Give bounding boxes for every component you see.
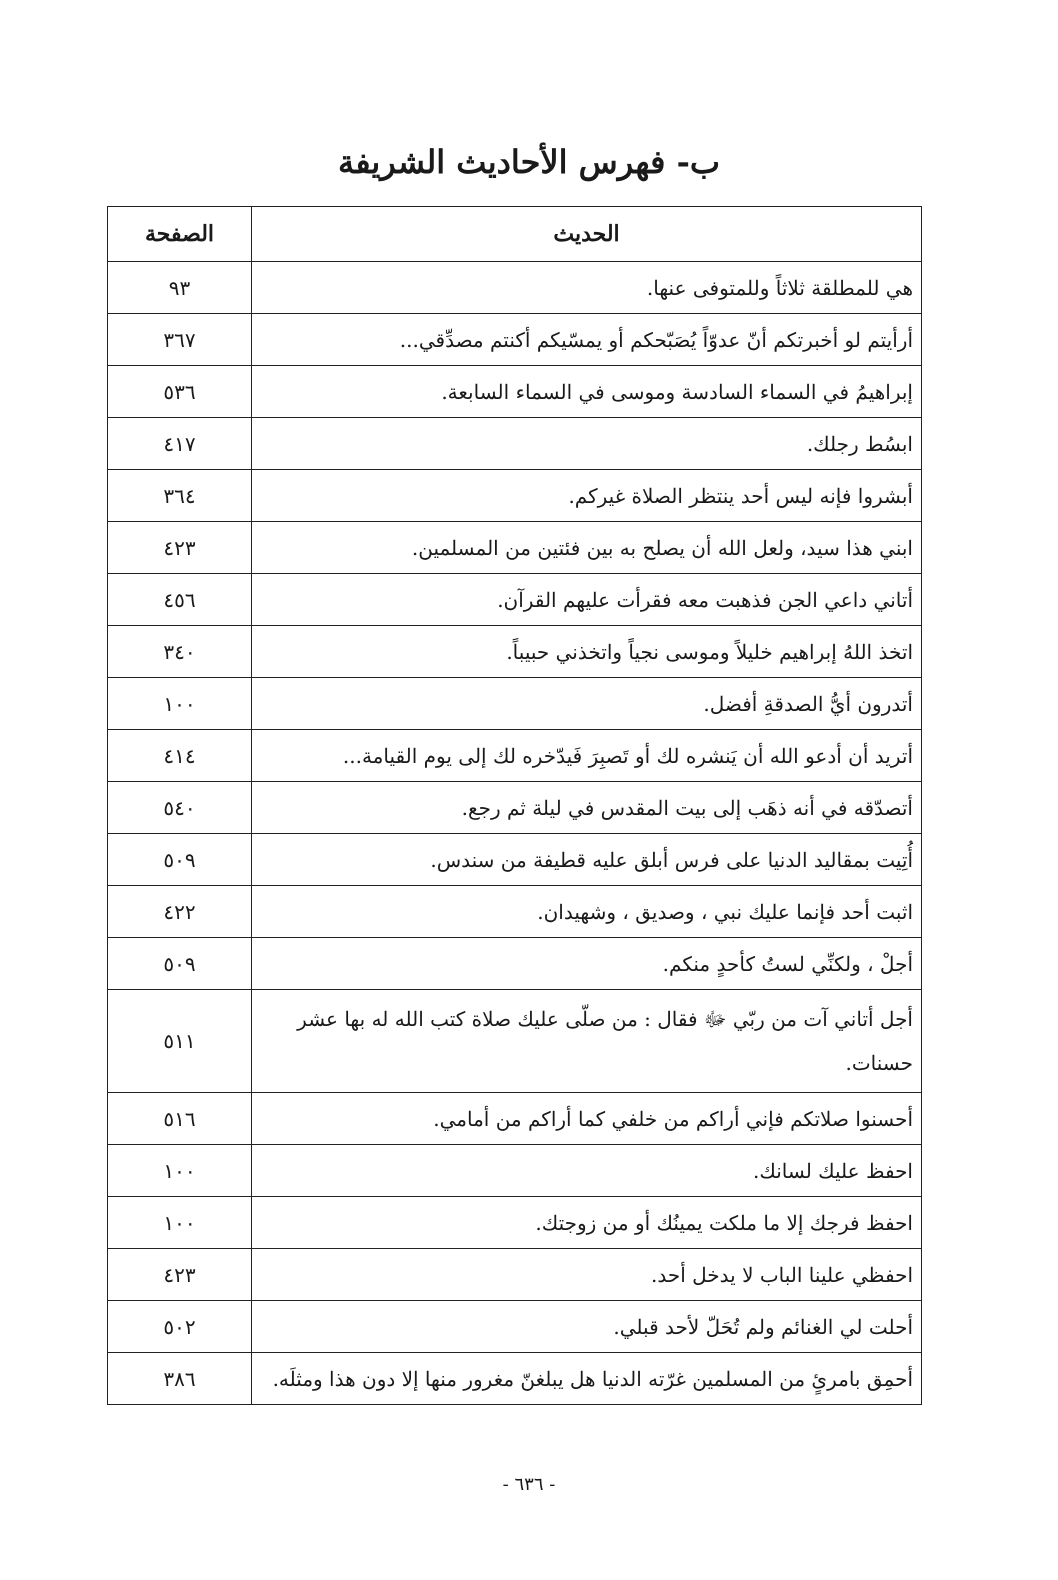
hadith-text: اثبت أحد فإنما عليك نبي ، وصديق ، وشهيدان. xyxy=(252,886,922,938)
table-header-row xyxy=(108,207,922,262)
table-row xyxy=(108,574,922,626)
page-ref: ٥٤٠ xyxy=(108,782,252,834)
table-row xyxy=(108,522,922,574)
hadith-text: أتاني داعي الجن فذهبت معه فقرأت عليهم القرآن. xyxy=(252,574,922,626)
page-ref: ٤٢٢ xyxy=(108,886,252,938)
table-row xyxy=(108,262,922,314)
page-ref: ٤٥٦ xyxy=(108,574,252,626)
page-ref: ٥١١ xyxy=(108,990,252,1093)
table-row xyxy=(108,1353,922,1405)
table-body xyxy=(108,262,922,1405)
page-ref: ٣٦٧ xyxy=(108,314,252,366)
page-ref: ١٠٠ xyxy=(108,678,252,730)
page-ref: ١٠٠ xyxy=(108,1197,252,1249)
hadith-text: احفظ عليك لسانك. xyxy=(252,1145,922,1197)
hadith-text: اتخذ اللهُ إبراهيم خليلاً وموسى نجياً واتخذني حبيباً. xyxy=(252,626,922,678)
page-ref: ٣٤٠ xyxy=(108,626,252,678)
hadith-text: أحسنوا صلاتكم فإني أراكم من خلفي كما أراكم من أمامي. xyxy=(252,1093,922,1145)
hadith-text: أتدرون أيُّ الصدقةِ أفضل. xyxy=(252,678,922,730)
table-row xyxy=(108,1145,922,1197)
hadith-text: ابني هذا سيد، ولعل الله أن يصلح به بين فئتين من المسلمين. xyxy=(252,522,922,574)
hadith-text: أتصدّقه في أنه ذهَب إلى بيت المقدس في ليلة ثم رجع. xyxy=(252,782,922,834)
hadith-text: أُتِيت بمقاليد الدنيا على فرس أبلق عليه قطيفة من سندس. xyxy=(252,834,922,886)
table-row xyxy=(108,1301,922,1353)
page-ref: ٥٠٩ xyxy=(108,834,252,886)
table-row xyxy=(108,314,922,366)
table-row xyxy=(108,886,922,938)
table-row xyxy=(108,938,922,990)
header-hadith: الحديث xyxy=(252,207,922,262)
page-ref: ٩٣ xyxy=(108,262,252,314)
header-page: الصفحة xyxy=(108,207,252,262)
page-ref: ٤١٧ xyxy=(108,418,252,470)
page-ref: ٤٢٣ xyxy=(108,1249,252,1301)
page-ref: ٥٣٦ xyxy=(108,366,252,418)
hadith-text: أبشروا فإنه ليس أحد ينتظر الصلاة غيركم. xyxy=(252,470,922,522)
table-row xyxy=(108,626,922,678)
hadith-text: أحلت لي الغنائم ولم تُحَلّ لأحد قبلي. xyxy=(252,1301,922,1353)
page-title: ب- فهرس الأحاديث الشريفة xyxy=(338,143,720,181)
table-row xyxy=(108,1249,922,1301)
table-row xyxy=(108,1197,922,1249)
table-row xyxy=(108,782,922,834)
hadith-text: احفظ فرجك إلا ما ملكت يمينُك أو من زوجتك. xyxy=(252,1197,922,1249)
table-row xyxy=(108,990,922,1093)
hadith-text: هي للمطلقة ثلاثاً وللمتوفى عنها. xyxy=(252,262,922,314)
page-ref: ٣٦٤ xyxy=(108,470,252,522)
page-ref: ٥٠٩ xyxy=(108,938,252,990)
page-ref: ١٠٠ xyxy=(108,1145,252,1197)
hadith-text: إبراهيمُ في السماء السادسة وموسى في السماء السابعة. xyxy=(252,366,922,418)
table-row xyxy=(108,834,922,886)
table-row xyxy=(108,730,922,782)
page-ref: ٥١٦ xyxy=(108,1093,252,1145)
hadith-text: أجل أتاني آت من ربّي ﷻ فقال : من صلّى عليك صلاة كتب الله له بها عشر حسنات. xyxy=(252,990,922,1093)
table-row xyxy=(108,470,922,522)
hadith-text: أتريد أن أدعو الله أن يَنشره لك أو تَصبِرَ فَيدّخره لك إلى يوم القيامة... xyxy=(252,730,922,782)
hadith-text: أجلْ ، ولكنِّي لستُ كأحدٍ منكم. xyxy=(252,938,922,990)
table-row xyxy=(108,678,922,730)
table-row xyxy=(108,1093,922,1145)
page-ref: ٤١٤ xyxy=(108,730,252,782)
page-ref: ٥٠٢ xyxy=(108,1301,252,1353)
table-row xyxy=(108,366,922,418)
page-ref: ٤٢٣ xyxy=(108,522,252,574)
hadith-index-table xyxy=(107,206,922,1405)
table-row xyxy=(108,418,922,470)
page-ref: ٣٨٦ xyxy=(108,1353,252,1405)
hadith-text: أحمِق بامرئٍ من المسلمين غرّته الدنيا هل يبلغنّ مغرور منها إلا دون هذا ومثلَه. xyxy=(252,1353,922,1405)
hadith-text: ابسُط رجلك. xyxy=(252,418,922,470)
hadith-text: أرأيتم لو أخبرتكم أنّ عدوّاً يُصَبّحكم أو يمسّيكم أكنتم مصدِّقي... xyxy=(252,314,922,366)
page-number: - ٦٣٦ - xyxy=(502,1474,556,1495)
hadith-text: احفظي علينا الباب لا يدخل أحد. xyxy=(252,1249,922,1301)
